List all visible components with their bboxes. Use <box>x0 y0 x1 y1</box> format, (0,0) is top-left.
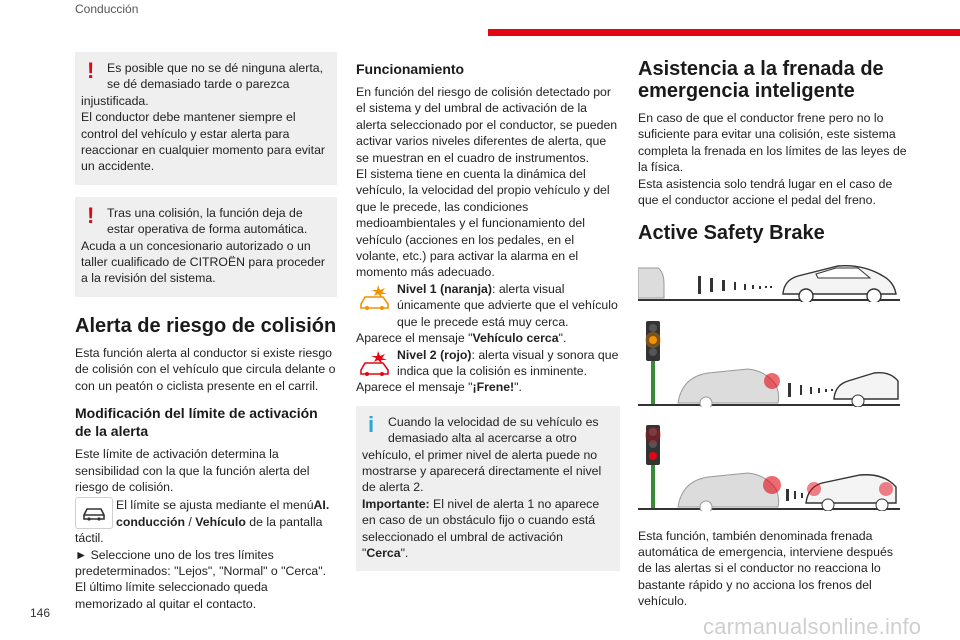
info-important: Importante: El nivel de alerta 1 no aparece en caso de un obstáculo fijo o cuando está seleccionado el umbral de activación "Cerca". <box>362 496 600 560</box>
page-number: 146 <box>30 606 51 620</box>
warning-1-text: injustificada. El conductor debe mantener siempre el control del vehículo y estar alerta para reaccionar en cualquier momento para evitar un accidente. <box>81 93 326 174</box>
watermark: carmanualsonline.info <box>703 614 922 639</box>
level-2-text: Nivel 2 (rojo): alerta visual y sonora que indica que la colisión es inminente. <box>397 347 619 378</box>
emergency-braking-text: En caso de que el conductor frene pero no lo suficiente para evitar una colisión, este sistema completa la frenada en los límites de las leyes de la física. Esta asistencia solo tendrá lugar en el caso de que el conductor accione el pedal del freno. <box>638 111 907 208</box>
level-1-text: Nivel 1 (naranja): alerta visual únicamente que advierte que el vehículo que le precede está muy cerca. <box>397 281 618 329</box>
subsection-title-threshold: Modificación del límite de activación de la alerta <box>75 405 318 440</box>
warning-2-text: Acuda a un concesionario autorizado o un taller cualificado de CITROËN para proceder a la revisión del sistema. <box>81 238 325 286</box>
threshold-text: Este límite de activación determina la sensibilidad con la que la función alerta del riesgo de colisión. <box>75 447 310 494</box>
warning-exclamation-icon: ! <box>87 202 95 228</box>
info-text: vehículo, el primer nivel de alerta puede no mostrarse y aparecerá directamente el nivel de alerta 2. <box>362 447 602 495</box>
column-3 <box>638 58 908 610</box>
level-2-message: Aparece el mensaje "¡Frene!". <box>356 380 522 395</box>
info-icon: i <box>368 411 375 437</box>
menu-instruction: El límite se ajusta mediante el menúAI. conducción / Vehículo de la pantalla <box>116 498 330 529</box>
operation-text: En función del riesgo de colisión detectado por el sistema y del umbral de activación de la alerta seleccionado por el conductor, se pueden activar varios niveles diferentes de alerta, que se muestran en el cuadro de instrumentos. El sistema tiene en cuenta la dinámica del vehículo, la velocidad del propio vehículo y del que le precede, las condiciones medioambientales y el funcionamiento del vehículo (acciones en los pedales, en el volante, etc.) para activar la alarma en el momento más adecuado. <box>356 85 618 280</box>
illustration-level-1-alert <box>638 319 900 407</box>
menu-instruction-end: táctil. <box>75 531 104 546</box>
info-first-line: Cuando la velocidad de su vehículo es demasiado alta al acercarse a otro <box>388 414 599 446</box>
active-safety-brake-text: Esta función, también denominada frenada automática de emergencia, interviene después de las alertas si el conductor no reacciona lo bastante rápido y no acciona los frenos del vehículo. <box>638 528 893 609</box>
collision-alert-intro: Esta función alerta al conductor si existe riesgo de colisión con el vehículo que circula delante o con un peatón o ciclista presente en el carril. <box>75 345 336 393</box>
warning-box-2 <box>75 197 337 297</box>
memory-note: El último límite seleccionado queda memorizado al quitar el contacto. <box>75 580 268 611</box>
illustration-car-approaching <box>638 254 900 302</box>
car-icon <box>75 497 113 529</box>
section-header: Conducción <box>75 2 139 16</box>
level-1-message: Aparece el mensaje "Vehículo cerca". <box>356 331 567 346</box>
warning-2-first-line: Tras una colisión, la función deja de estar operativa de forma automática. <box>107 205 308 237</box>
collision-level-1-icon <box>356 281 394 313</box>
header-red-bar <box>488 29 960 36</box>
illustration-level-2-alert <box>638 423 900 511</box>
warning-exclamation-icon: ! <box>87 58 95 83</box>
info-box <box>356 406 620 572</box>
section-title-operation: Funcionamiento <box>356 61 465 77</box>
section-title-collision-alert: Alerta de riesgo de colisión <box>75 314 337 337</box>
select-step: ► Seleccione uno de los tres límites predeterminados: "Lejos", "Normal" o "Cerca". <box>75 547 327 578</box>
warning-box-1 <box>75 52 337 185</box>
warning-1-first-line: Es posible que no se dé ninguna alerta, se dé demasiado tarde o parezca <box>107 61 324 92</box>
collision-level-2-icon <box>356 347 394 379</box>
column-2 <box>356 60 620 571</box>
column-1 <box>75 52 337 612</box>
section-title-active-safety-brake: Active Safety Brake <box>638 222 825 245</box>
section-title-emergency-braking: Asistencia a la frenada de emergencia inteligente <box>638 58 884 102</box>
